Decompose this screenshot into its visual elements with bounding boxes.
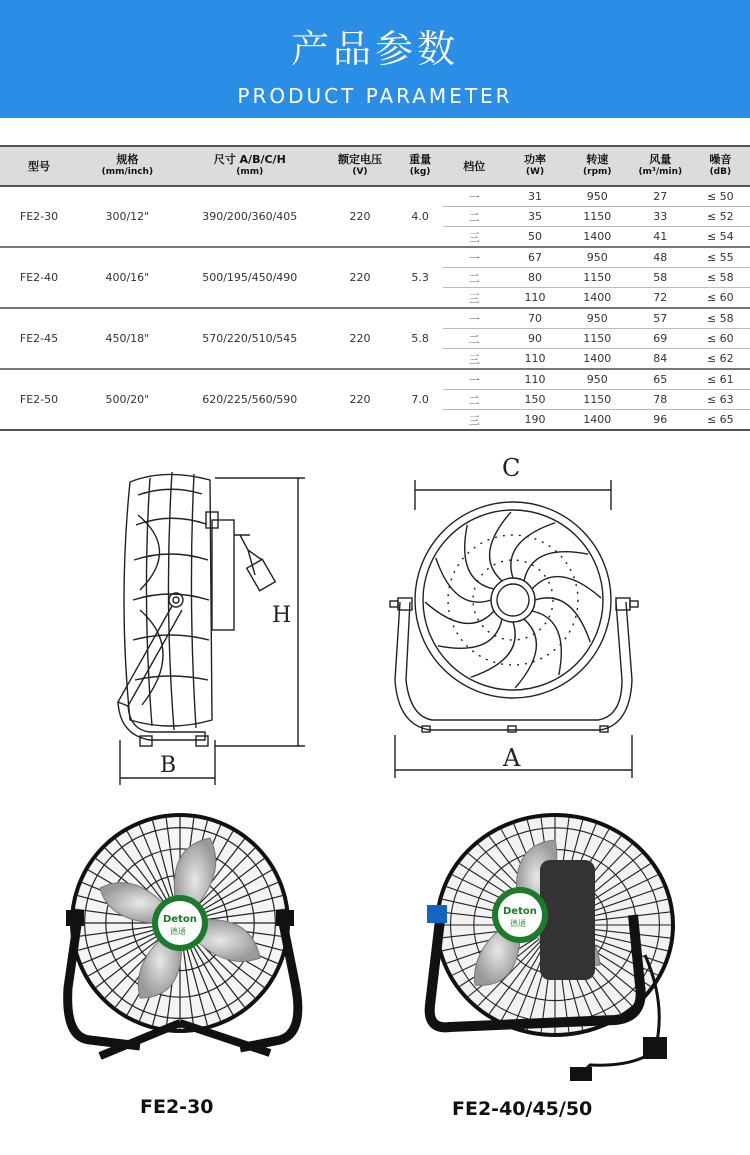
speed-cell: 1400 <box>583 413 612 426</box>
noise-cell: ≤ 58 <box>691 308 750 329</box>
caption-fe2-40-45-50: FE2-40/45/50 <box>452 1098 593 1120</box>
gear-cell: 一 <box>443 186 505 207</box>
header-unit: (kg) <box>409 167 431 177</box>
power-cell: 50 <box>528 230 542 243</box>
gear-cell: 一 <box>443 369 505 390</box>
weight-cell: 5.3 <box>397 247 443 308</box>
power-cell: 35 <box>505 207 564 227</box>
noise-cell: ≤ 52 <box>691 207 750 227</box>
guard-wire <box>490 512 511 581</box>
noise-cell: ≤ 58 <box>691 268 750 288</box>
table-header-cell <box>177 146 323 186</box>
power-cell: 190 <box>524 413 546 426</box>
gear-cell: 二 <box>443 329 505 349</box>
noise-cell: ≤ 54 <box>706 230 734 243</box>
model-cell: FE2-40 <box>0 247 78 308</box>
table-header-cell <box>505 146 564 186</box>
speed-cell: 1400 <box>583 352 612 365</box>
airflow-cell: 33 <box>630 207 691 227</box>
front-view-drawing <box>390 480 638 778</box>
header-unit: (V) <box>352 167 368 177</box>
noise-cell: ≤ 65 <box>706 413 734 426</box>
fan-photo-fe2-30 <box>60 808 320 1073</box>
header-unit: (mm/inch) <box>101 167 154 177</box>
voltage-cell: 220 <box>323 247 397 308</box>
header-unit: (rpm) <box>583 167 612 177</box>
table-row <box>0 186 750 207</box>
power-cell: 110 <box>524 352 546 365</box>
label-a: A <box>503 744 521 772</box>
power-cell: 31 <box>505 186 564 207</box>
header-label: 档位 <box>463 159 486 173</box>
spec-cell: 300/12" <box>105 210 150 223</box>
voltage-cell: 220 <box>323 369 397 430</box>
brand-logo-left: Deton <box>163 914 197 925</box>
speed-cell: 950 <box>565 247 630 268</box>
weight-cell: 7.0 <box>397 369 443 430</box>
noise-cell: ≤ 61 <box>691 369 750 390</box>
spec-cell: 500/20" <box>78 369 177 430</box>
speed-cell: 1150 <box>565 268 630 288</box>
guard-wire <box>436 558 491 602</box>
gear-cell: 一 <box>443 247 505 268</box>
power-cell: 150 <box>505 390 564 410</box>
speed-cell: 1400 <box>583 230 612 243</box>
caption-fe2-30: FE2-30 <box>140 1096 214 1118</box>
guard-wire <box>511 523 555 578</box>
speed-cell: 950 <box>565 369 630 390</box>
brand-sub-left: 德通 <box>170 927 186 936</box>
gear-cell: 二 <box>443 390 505 410</box>
table-header-cell <box>397 146 443 186</box>
airflow-cell: 78 <box>630 390 691 410</box>
airflow-cell: 27 <box>630 186 691 207</box>
airflow-cell: 58 <box>630 268 691 288</box>
airflow-cell: 72 <box>653 291 668 304</box>
table-body <box>0 186 750 430</box>
size-cell: 500/195/450/490 <box>177 247 323 308</box>
spec-cell: 400/16" <box>78 247 177 308</box>
airflow-cell: 48 <box>630 247 691 268</box>
speed-cell: 1150 <box>565 329 630 349</box>
airflow-cell: 84 <box>653 352 668 365</box>
model-cell: FE2-45 <box>0 308 78 369</box>
noise-cell: ≤ 60 <box>691 329 750 349</box>
label-h: H <box>272 603 292 628</box>
speed-cell: 1400 <box>583 291 612 304</box>
table-header-cell <box>691 146 750 186</box>
power-cell: 67 <box>505 247 564 268</box>
noise-cell: ≤ 62 <box>706 352 734 365</box>
header-unit: (dB) <box>709 167 732 177</box>
power-cell: 110 <box>524 291 546 304</box>
brand-sub-right: 德通 <box>510 919 526 928</box>
header-label: 转速 <box>586 153 609 166</box>
voltage-cell: 220 <box>349 210 371 223</box>
header-label: 重量 <box>409 153 432 166</box>
header-label: 风量 <box>649 153 672 166</box>
airflow-cell: 69 <box>630 329 691 349</box>
airflow-cell: 57 <box>630 308 691 329</box>
spec-table <box>0 145 750 431</box>
table-row <box>0 369 750 390</box>
size-cell: 620/225/560/590 <box>177 369 323 430</box>
speed-cell: 950 <box>565 308 630 329</box>
table-header-cell <box>630 146 691 186</box>
gear-cell: 一 <box>443 308 505 329</box>
header-unit: (mm) <box>236 167 264 177</box>
table-row <box>0 308 750 329</box>
header-label: 尺寸 A/B/C/H <box>213 153 286 166</box>
table-header-row <box>0 146 750 186</box>
header-label: 型号 <box>28 159 51 173</box>
label-c: C <box>502 454 521 482</box>
airflow-cell: 65 <box>630 369 691 390</box>
size-cell: 570/220/510/545 <box>177 308 323 369</box>
header-label: 规格 <box>116 153 139 166</box>
power-cell: 80 <box>505 268 564 288</box>
gear-cell: 三 <box>468 291 480 305</box>
guard-wire <box>471 622 515 677</box>
noise-cell: ≤ 63 <box>691 390 750 410</box>
guard-wire <box>515 619 536 688</box>
power-cell: 90 <box>505 329 564 349</box>
gear-cell: 三 <box>468 413 480 427</box>
power-cell: 70 <box>505 308 564 329</box>
voltage-cell: 220 <box>323 308 397 369</box>
speed-cell: 1150 <box>565 207 630 227</box>
noise-cell: ≤ 50 <box>691 186 750 207</box>
speed-cell: 1150 <box>565 390 630 410</box>
dimension-drawings <box>0 440 750 800</box>
table-header-cell <box>565 146 630 186</box>
noise-cell: ≤ 55 <box>691 247 750 268</box>
brand-logo-right: Deton <box>503 906 537 917</box>
guard-wire <box>535 598 590 642</box>
side-view-drawing <box>118 472 305 785</box>
header-label: 额定电压 <box>337 153 382 166</box>
table-header-cell <box>78 146 177 186</box>
weight-cell: 5.8 <box>397 308 443 369</box>
airflow-cell: 41 <box>653 230 668 243</box>
speed-cell: 950 <box>565 186 630 207</box>
model-cell: FE2-30 <box>19 210 59 223</box>
weight-cell: 4.0 <box>411 210 429 223</box>
page-subtitle: PRODUCT PARAMETER <box>237 84 513 108</box>
table-header-cell <box>323 146 397 186</box>
gear-cell: 二 <box>443 268 505 288</box>
model-cell: FE2-50 <box>0 369 78 430</box>
header-label: 功率 <box>524 153 546 166</box>
airflow-cell: 96 <box>653 413 668 426</box>
guard-wire <box>425 602 494 623</box>
header-unit: (m³/min) <box>638 167 683 177</box>
gear-cell: 三 <box>468 230 480 244</box>
header-banner <box>0 0 750 118</box>
table-header-cell <box>0 146 78 186</box>
gear-cell: 三 <box>468 352 480 366</box>
table-header-cell <box>443 146 505 186</box>
label-b: B <box>160 753 177 778</box>
gear-cell: 二 <box>443 207 505 227</box>
table-row <box>0 247 750 268</box>
header-unit: (W) <box>525 167 545 177</box>
power-cell: 110 <box>505 369 564 390</box>
noise-cell: ≤ 60 <box>706 291 734 304</box>
guard-wire <box>532 577 601 598</box>
size-cell: 390/200/360/405 <box>202 210 298 223</box>
header-label: 噪音 <box>709 153 732 166</box>
page-title: 产品参数 <box>290 27 459 71</box>
spec-cell: 450/18" <box>78 308 177 369</box>
fan-photo-fe2-40-45-50 <box>405 805 695 1085</box>
